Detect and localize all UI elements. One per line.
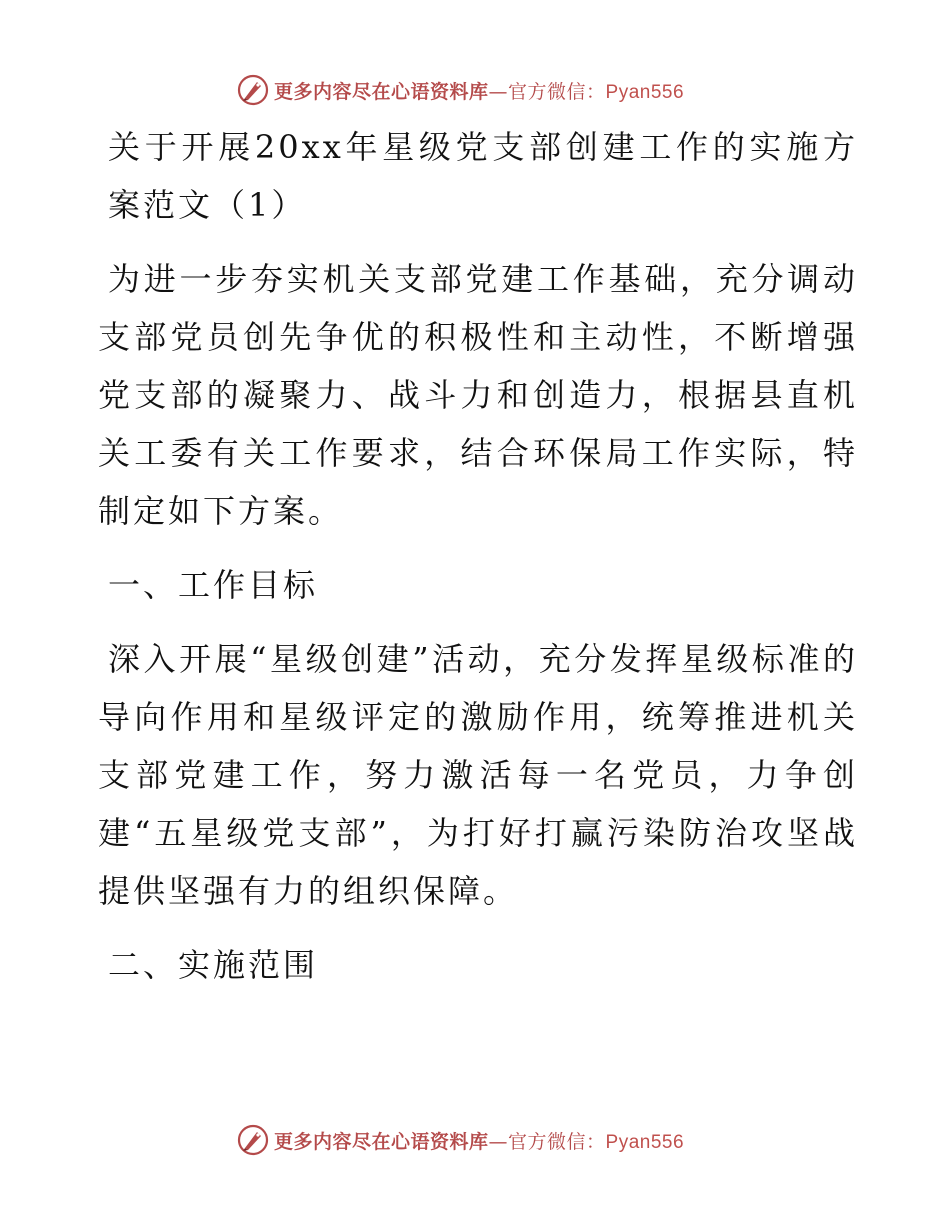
watermark-label: 官方微信： [508,1130,606,1153]
section-heading-goals: 一、工作目标 [108,566,319,604]
document-body [98,118,858,994]
section-heading-scope: 二、实施范围 [108,946,319,984]
watermark-site-text: 更多内容尽在心语资料库 [274,80,489,103]
watermark-dash: — [488,80,509,103]
watermark-label: 官方微信： [508,80,606,103]
watermark-text [274,1127,684,1154]
goals-paragraph: 深入开展“星级创建”活动，充分发挥星级标准的导向作用和星级评定的激励作用，统筹推进机关支部党建工作，努力激活每一名党员，力争创建“五星级党支部”，为打好打赢污染防治攻坚战提供坚强有力的组织保障。 [98,640,858,910]
watermark-handle: Pyan556 [605,1131,685,1153]
intro-paragraph: 为进一步夯实机关支部党建工作基础，充分调动支部党员创先争优的积极性和主动性，不断增强党支部的凝聚力、战斗力和创造力，根据县直机关工委有关工作要求，结合环保局工作实际，特制定如下方案。 [98,260,858,530]
document-title: 关于开展20xx年星级党支部创建工作的实施方案范文（1） [108,128,858,224]
watermark-text [274,77,684,104]
pen-nib-logo-icon [236,1123,270,1157]
watermark-handle: Pyan556 [605,81,685,103]
pen-nib-logo-icon [236,73,270,107]
watermark-banner-bottom [236,1122,684,1158]
watermark-banner-top [236,72,684,108]
watermark-site-text: 更多内容尽在心语资料库 [274,1130,489,1153]
watermark-dash: — [488,1130,509,1153]
